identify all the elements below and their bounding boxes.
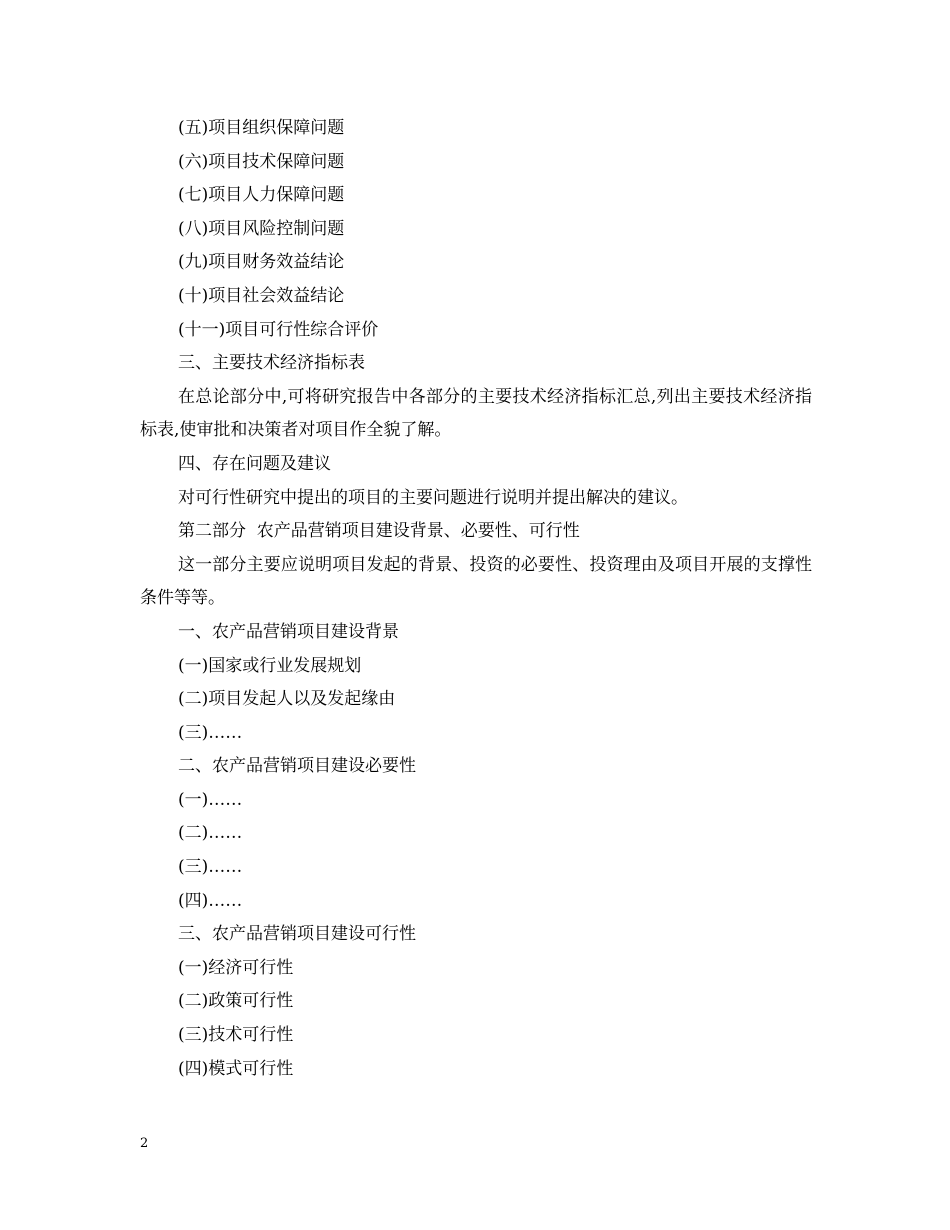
document-body xyxy=(140,112,812,1086)
list-item: (四)模式可行性 xyxy=(178,1058,294,1079)
list-item: (二)…… xyxy=(178,823,243,844)
paragraph: 这一部分主要应说明项目发起的背景、投资的必要性、投资理由及项目开展的支撑性条件等等。 xyxy=(140,554,812,609)
part-heading: 第二部分 农产品营销项目建设背景、必要性、可行性 xyxy=(178,521,580,542)
page-number: 2 xyxy=(140,1136,149,1151)
list-item: (七)项目人力保障问题 xyxy=(178,185,345,206)
list-item: (三)…… xyxy=(178,857,243,878)
list-item: (五)项目组织保障问题 xyxy=(178,118,345,138)
list-item: (一)…… xyxy=(178,789,243,810)
list-item: (一)国家或行业发展规划 xyxy=(178,655,362,676)
section-heading: 三、农产品营销项目建设可行性 xyxy=(178,924,416,945)
list-item: (二)政策可行性 xyxy=(178,991,294,1012)
list-item: (三)…… xyxy=(178,722,243,743)
section-heading: 四、存在问题及建议 xyxy=(178,453,331,474)
section-heading: 二、农产品营销项目建设必要性 xyxy=(178,756,416,777)
list-item: (九)项目财务效益结论 xyxy=(178,252,345,273)
list-item: (八)项目风险控制问题 xyxy=(178,218,345,239)
list-item: (六)项目技术保障问题 xyxy=(178,151,345,172)
paragraph: 对可行性研究中提出的项目的主要问题进行说明并提出解决的建议。 xyxy=(178,487,688,508)
list-item: (四)…… xyxy=(178,890,243,911)
section-heading: 一、农产品营销项目建设背景 xyxy=(178,621,399,642)
section-heading: 三、主要技术经济指标表 xyxy=(178,353,365,374)
list-item: (三)技术可行性 xyxy=(178,1025,294,1046)
list-item: (二)项目发起人以及发起缘由 xyxy=(178,689,396,710)
paragraph: 在总论部分中,可将研究报告中各部分的主要技术经济指标汇总,列出主要技术经济指标表,使审批和决策者对项目作全貌了解。 xyxy=(140,386,812,441)
list-item: (一)经济可行性 xyxy=(178,957,294,978)
list-item: (十一)项目可行性综合评价 xyxy=(178,319,379,340)
list-item: (十)项目社会效益结论 xyxy=(178,285,345,306)
